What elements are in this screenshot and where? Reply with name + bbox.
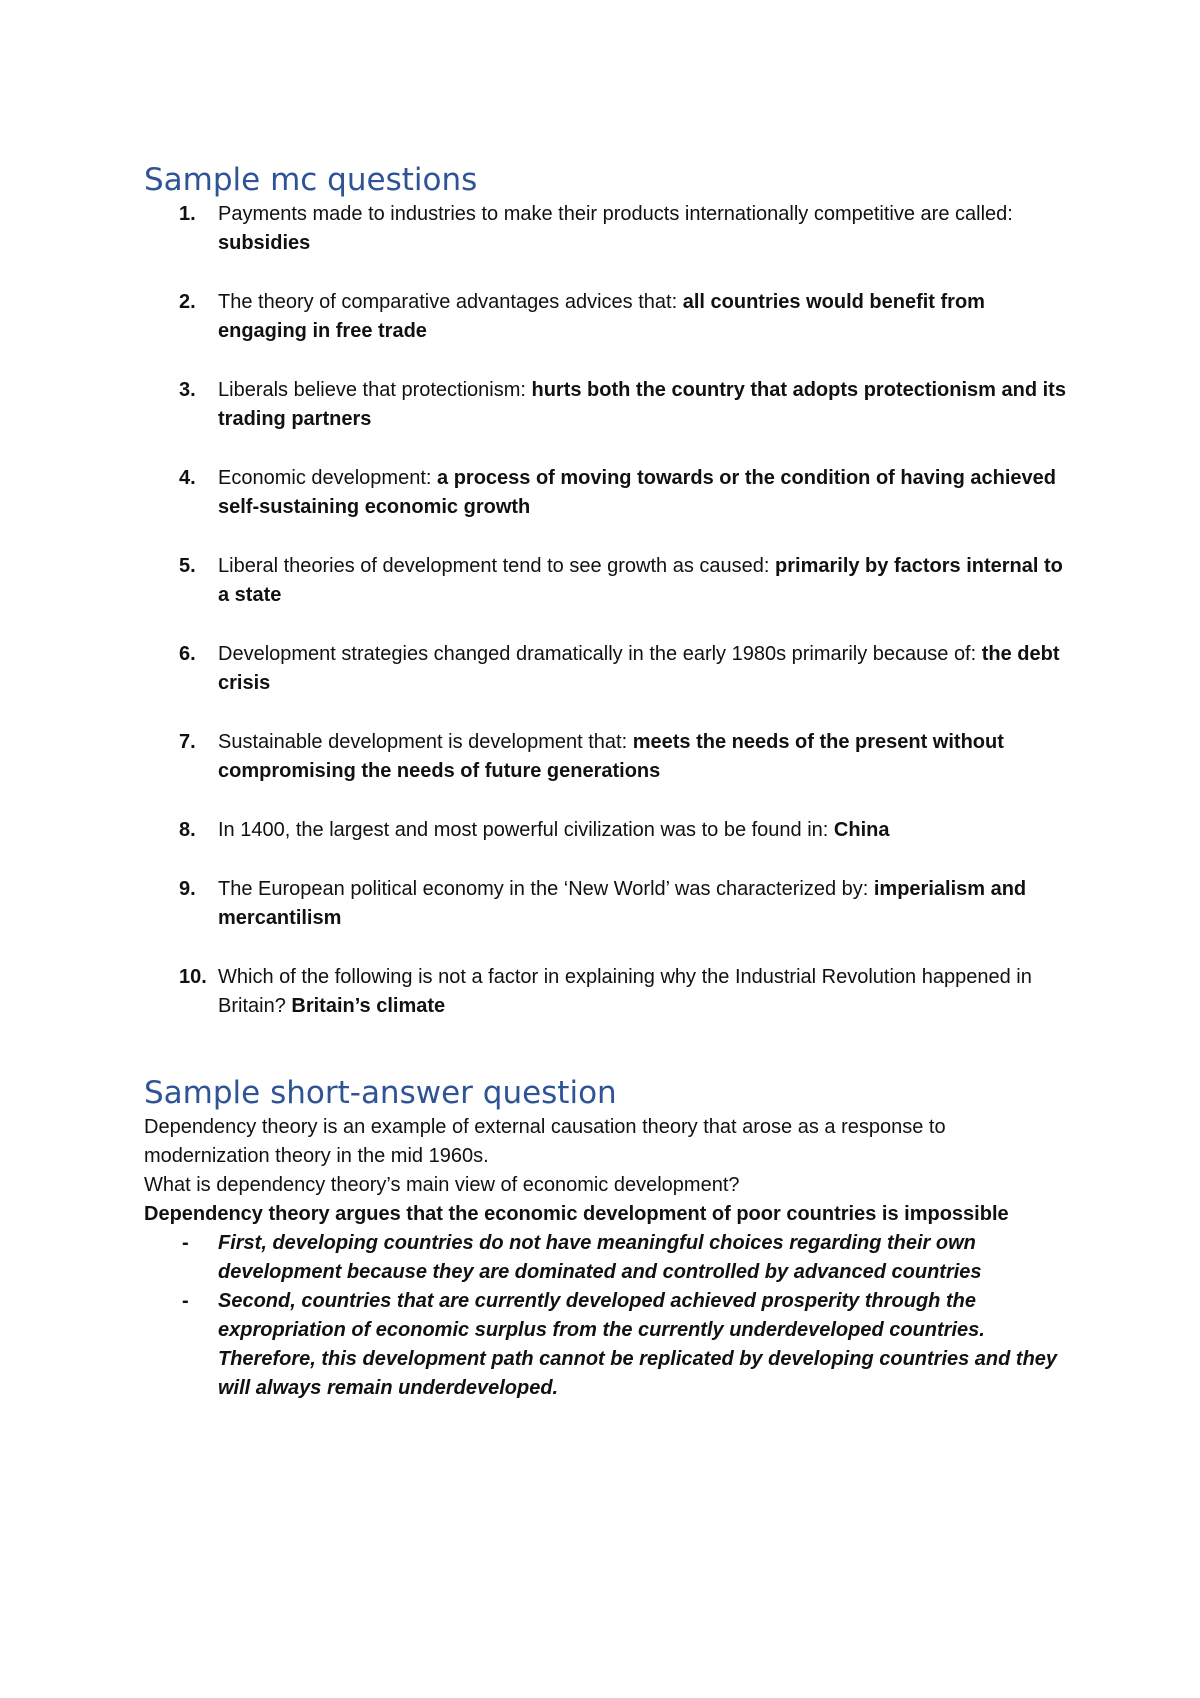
mc-question-text: Sustainable development is development that: xyxy=(218,731,633,753)
mc-question-text: Economic development: xyxy=(218,467,438,489)
bullet-text: Second, countries that are currently developed achieved prosperity through the expropriation of economic surplus from the currently underdeveloped countries. Therefore, this development path cannot be replicated by developing countries and they will always remain underdeveloped. xyxy=(218,1290,1058,1399)
mc-question-item xyxy=(144,963,1074,1021)
short-answer-section xyxy=(144,1073,1074,1403)
mc-question-item xyxy=(144,376,1074,434)
bullet-text: First, developing countries do not have meaningful choices regarding their own development because they are dominated and controlled by advanced countries xyxy=(218,1232,982,1283)
mc-answer-text: hurts both the country that adopts protectionism and its trading partners xyxy=(218,379,1066,430)
mc-answer-text: Britain’s climate xyxy=(291,995,446,1017)
short-answer-heading: Sample short-answer question xyxy=(144,1075,617,1111)
mc-question-item xyxy=(144,464,1074,522)
mc-question-number: 4. xyxy=(179,467,196,489)
short-answer-bullet xyxy=(144,1229,1074,1287)
mc-answer-text: meets the needs of the present without compromising the needs of future generations xyxy=(218,731,1004,782)
mc-question-text: Liberals believe that protectionism: xyxy=(218,379,532,401)
mc-question-number: 2. xyxy=(179,291,196,313)
mc-question-number: 5. xyxy=(179,555,196,577)
mc-question-item xyxy=(144,728,1074,786)
mc-question-number: 9. xyxy=(179,878,196,900)
mc-question-text: The European political economy in the ‘New World’ was characterized by: xyxy=(218,878,874,900)
document-page xyxy=(144,160,1074,1403)
mc-question-text: Development strategies changed dramatically in the early 1980s primarily because of: xyxy=(218,643,982,665)
mc-answer-text: imperialism and mercantilism xyxy=(218,878,1027,929)
mc-question-item xyxy=(144,552,1074,610)
mc-question-text: The theory of comparative advantages advices that: xyxy=(218,291,683,313)
short-answer-intro: Dependency theory is an example of external causation theory that arose as a response to modernization theory in the mid 1960s. xyxy=(144,1116,946,1167)
mc-answer-text: China xyxy=(833,819,890,841)
mc-question-item xyxy=(144,816,1074,845)
short-answer-lead: Dependency theory argues that the economic development of poor countries is impossible xyxy=(144,1203,1009,1225)
short-answer-question: What is dependency theory’s main view of economic development? xyxy=(144,1174,740,1196)
mc-answer-text: a process of moving towards or the condition of having achieved self-sustaining economic growth xyxy=(218,467,1056,518)
mc-question-number: 7. xyxy=(179,731,196,753)
mc-question-list xyxy=(144,200,1074,1021)
mc-question-item xyxy=(144,640,1074,698)
mc-answer-text: primarily by factors internal to a state xyxy=(218,555,1063,606)
mc-question-item xyxy=(144,200,1074,258)
mc-question-item xyxy=(144,875,1074,933)
mc-question-number: 8. xyxy=(179,819,196,841)
mc-section-heading: Sample mc questions xyxy=(144,162,478,198)
mc-answer-text: the debt crisis xyxy=(218,643,1060,694)
mc-question-text: In 1400, the largest and most powerful civilization was to be found in: xyxy=(218,819,834,841)
mc-answer-text: subsidies xyxy=(218,232,311,254)
mc-question-number: 1. xyxy=(179,203,196,225)
short-answer-bullets xyxy=(144,1229,1074,1403)
mc-question-text: Liberal theories of development tend to see growth as caused: xyxy=(218,555,776,577)
mc-question-text: Which of the following is not a factor in explaining why the Industrial Revolution happened in Britain? xyxy=(218,966,1032,1017)
mc-question-text: Payments made to industries to make their products internationally competitive are called: xyxy=(218,203,1013,225)
mc-question-item xyxy=(144,288,1074,346)
dash-bullet-mark: - xyxy=(182,1232,189,1254)
short-answer-bullet xyxy=(144,1287,1074,1403)
dash-bullet-mark: - xyxy=(182,1290,189,1312)
mc-answer-text: all countries would benefit from engaging in free trade xyxy=(218,291,985,342)
mc-question-number: 3. xyxy=(179,379,196,401)
mc-question-number: 6. xyxy=(179,643,196,665)
mc-question-number: 10. xyxy=(179,966,207,988)
